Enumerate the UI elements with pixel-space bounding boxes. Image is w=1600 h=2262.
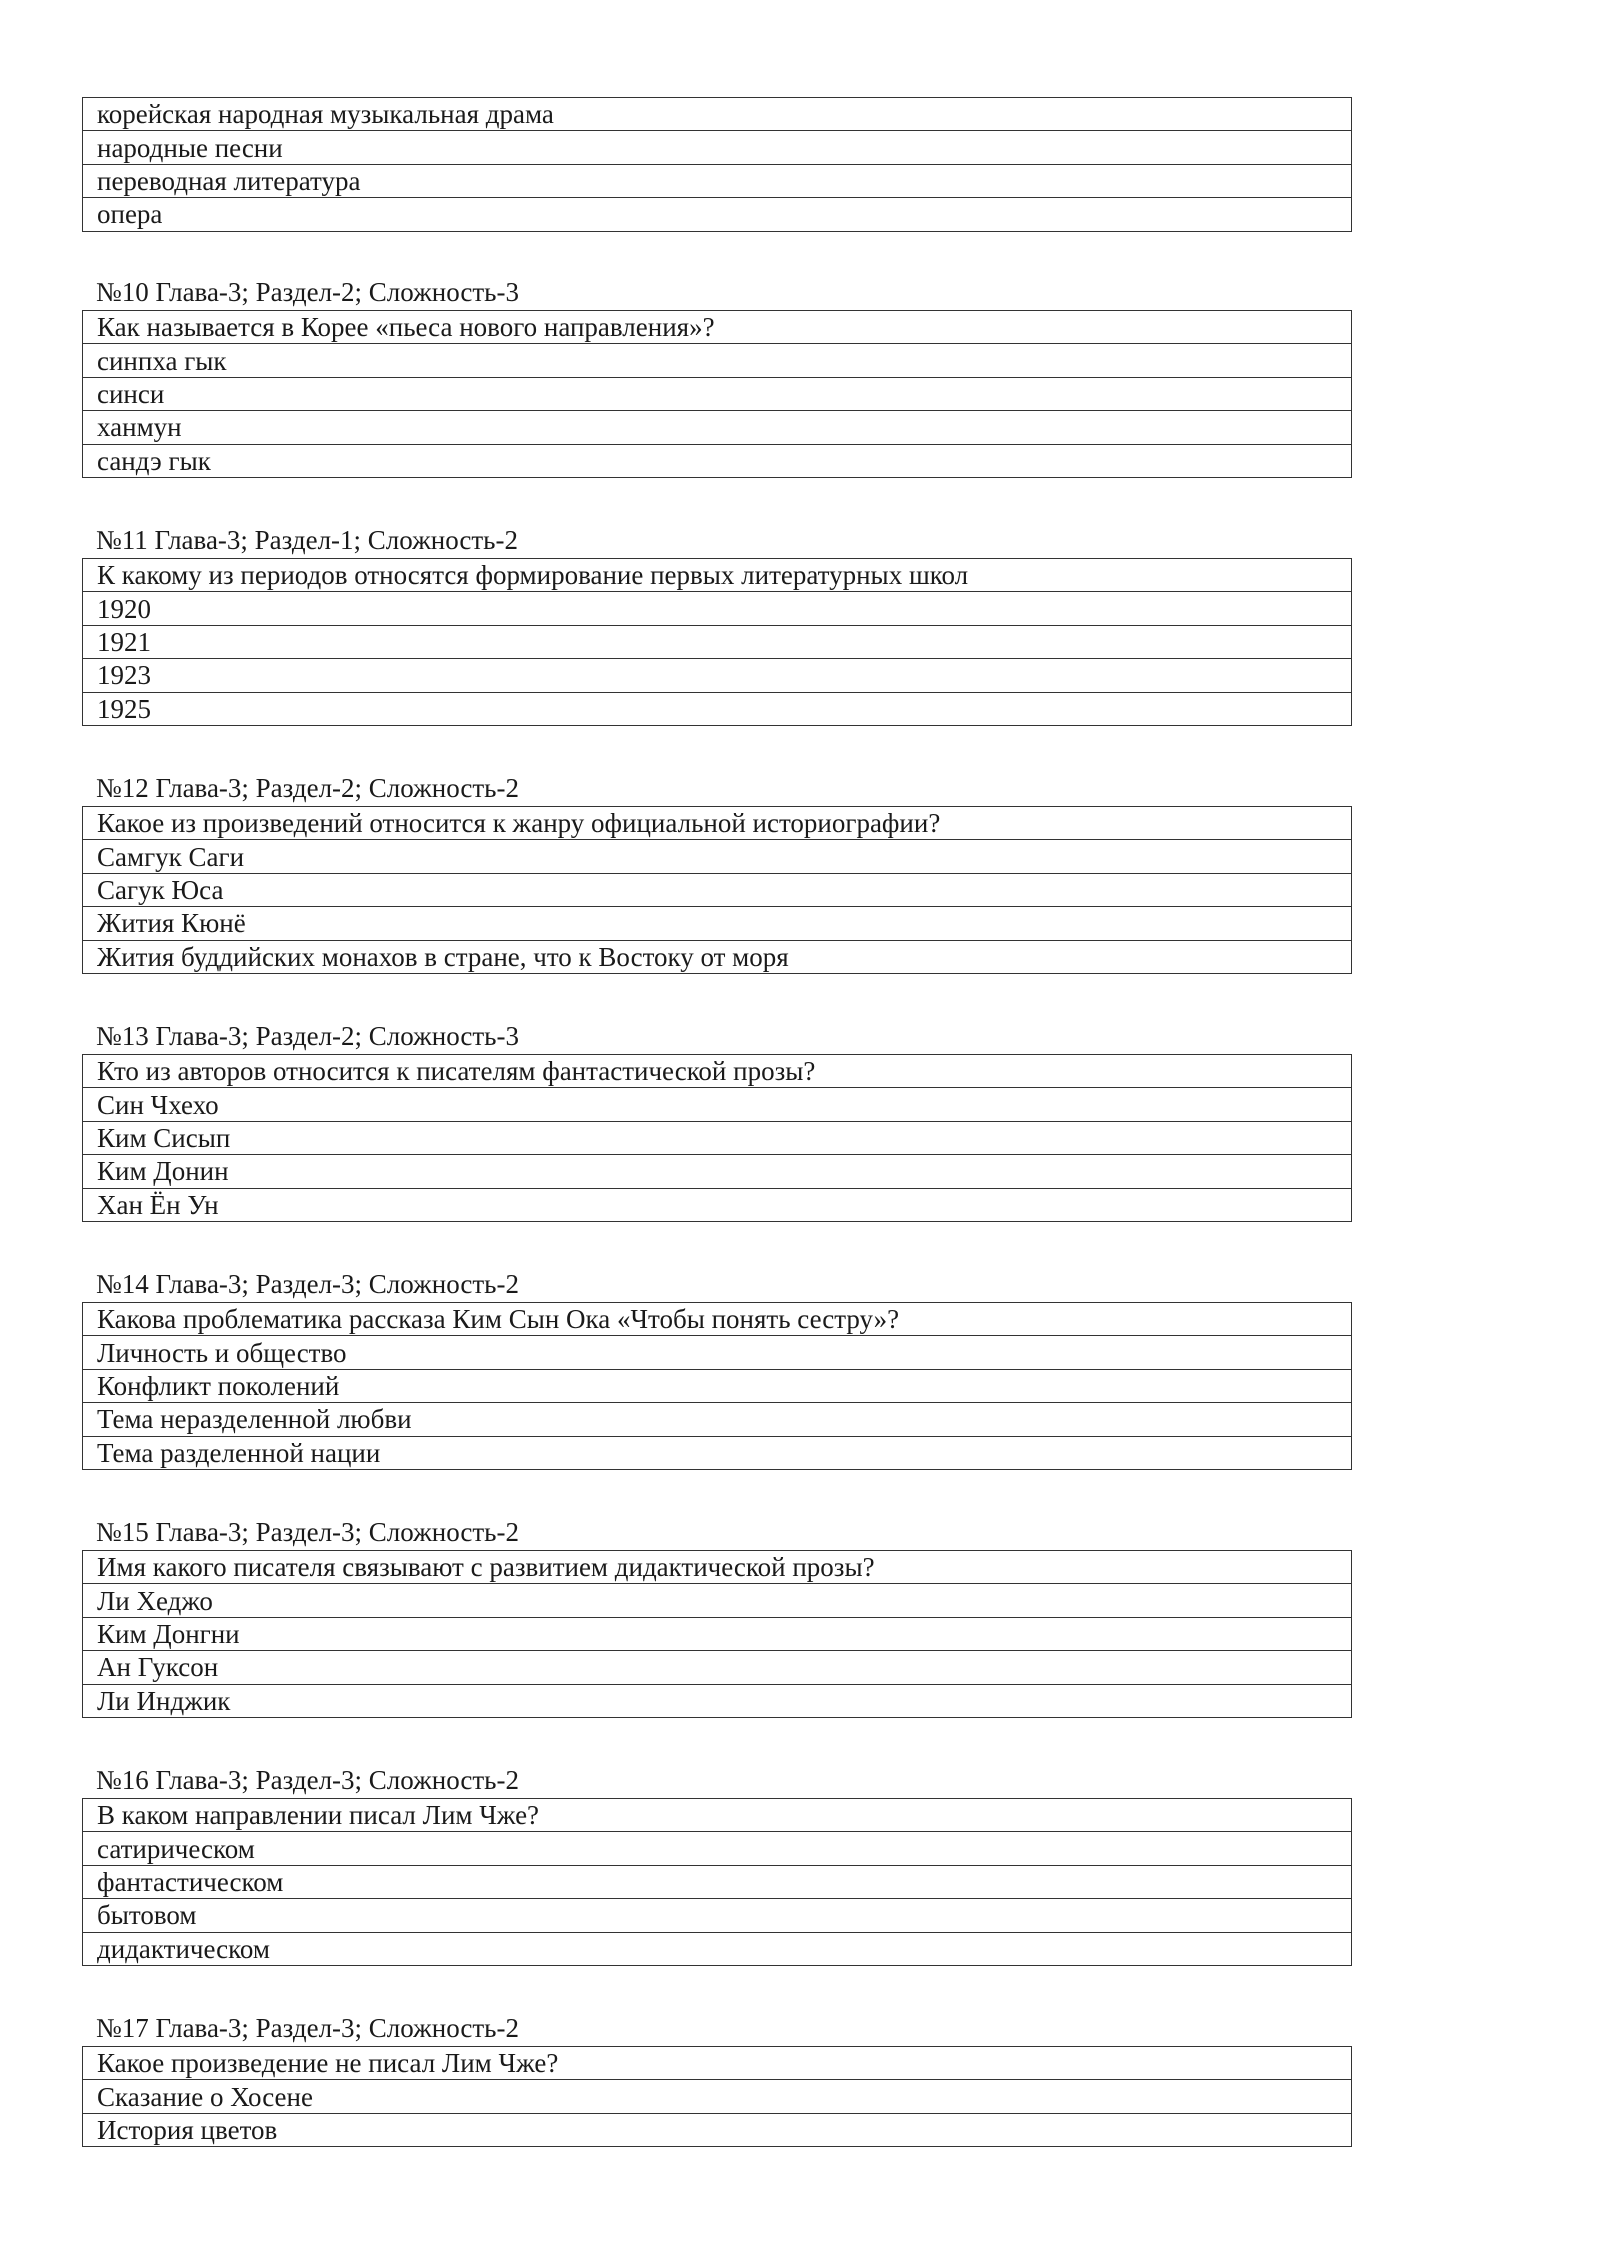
option-row bbox=[83, 444, 1352, 477]
question-text: Какое произведение не писал Лим Чже? bbox=[83, 2047, 1352, 2080]
option-cell: бытовом bbox=[83, 1899, 1352, 1932]
question-table bbox=[82, 1798, 1352, 1966]
option-row bbox=[83, 164, 1352, 197]
question-heading: №12 Глава-3; Раздел-2; Сложность-2 bbox=[96, 773, 519, 803]
answer-table bbox=[82, 97, 1352, 232]
option-cell: Самгук Саги bbox=[83, 840, 1352, 873]
option-cell: История цветов bbox=[83, 2113, 1352, 2146]
option-cell: Син Чхехо bbox=[83, 1088, 1352, 1121]
option-row bbox=[83, 1651, 1352, 1684]
option-row bbox=[83, 907, 1352, 940]
option-row bbox=[83, 198, 1352, 231]
question-block-12 bbox=[82, 771, 1352, 974]
option-row bbox=[83, 1865, 1352, 1898]
option-cell: синпха гык bbox=[83, 344, 1352, 377]
question-heading: №11 Глава-3; Раздел-1; Сложность-2 bbox=[96, 525, 518, 555]
option-row bbox=[83, 344, 1352, 377]
option-row bbox=[83, 1336, 1352, 1369]
question-text: Какова проблематика рассказа Ким Сын Ока «Чтобы понять сестру»? bbox=[83, 1303, 1352, 1336]
option-cell: синси bbox=[83, 377, 1352, 410]
option-row bbox=[83, 1088, 1352, 1121]
option-row bbox=[83, 940, 1352, 973]
option-row bbox=[83, 1188, 1352, 1221]
question-heading: №13 Глава-3; Раздел-2; Сложность-3 bbox=[96, 1021, 519, 1051]
option-cell: опера bbox=[83, 198, 1352, 231]
question-heading: №16 Глава-3; Раздел-3; Сложность-2 bbox=[96, 1765, 519, 1795]
option-row bbox=[83, 592, 1352, 625]
option-cell: народные песни bbox=[83, 131, 1352, 164]
question-row bbox=[83, 311, 1352, 344]
question-text: Как называется в Корее «пьеса нового направления»? bbox=[83, 311, 1352, 344]
question-block-11 bbox=[82, 523, 1352, 726]
question-heading: №10 Глава-3; Раздел-2; Сложность-3 bbox=[96, 277, 519, 307]
option-row bbox=[83, 377, 1352, 410]
option-cell: Сказание о Хосене bbox=[83, 2080, 1352, 2113]
option-row bbox=[83, 2113, 1352, 2146]
question-text: В каком направлении писал Лим Чже? bbox=[83, 1799, 1352, 1832]
option-cell: дидактическом bbox=[83, 1932, 1352, 1965]
option-row bbox=[83, 98, 1352, 131]
question-block-9-tail bbox=[82, 97, 1352, 232]
option-cell: 1921 bbox=[83, 625, 1352, 658]
option-cell: сандэ гык bbox=[83, 444, 1352, 477]
option-cell: Ким Донгни bbox=[83, 1617, 1352, 1650]
question-heading: №14 Глава-3; Раздел-3; Сложность-2 bbox=[96, 1269, 519, 1299]
question-block-16 bbox=[82, 1763, 1352, 1966]
question-row bbox=[83, 559, 1352, 592]
option-cell: Ким Донин bbox=[83, 1155, 1352, 1188]
option-row bbox=[83, 1932, 1352, 1965]
option-cell: фантастическом bbox=[83, 1865, 1352, 1898]
question-text: Какое из произведений относится к жанру официальной историографии? bbox=[83, 807, 1352, 840]
option-cell: 1923 bbox=[83, 659, 1352, 692]
question-table bbox=[82, 1302, 1352, 1470]
option-row bbox=[83, 692, 1352, 725]
option-cell: Тема неразделенной любви bbox=[83, 1403, 1352, 1436]
option-cell: сатирическом bbox=[83, 1832, 1352, 1865]
option-row bbox=[83, 131, 1352, 164]
question-table bbox=[82, 1550, 1352, 1718]
option-cell: Жития Кюнё bbox=[83, 907, 1352, 940]
question-text: Кто из авторов относится к писателям фантастической прозы? bbox=[83, 1055, 1352, 1088]
question-text: Имя какого писателя связывают с развитием дидактической прозы? bbox=[83, 1551, 1352, 1584]
option-row bbox=[83, 840, 1352, 873]
option-cell: Жития буддийских монахов в стране, что к Востоку от моря bbox=[83, 940, 1352, 973]
option-row bbox=[83, 659, 1352, 692]
option-row bbox=[83, 1121, 1352, 1154]
option-row bbox=[83, 2080, 1352, 2113]
question-row bbox=[83, 1551, 1352, 1584]
option-row bbox=[83, 1584, 1352, 1617]
option-cell: Конфликт поколений bbox=[83, 1369, 1352, 1402]
question-block-13 bbox=[82, 1019, 1352, 1222]
option-cell: корейская народная музыкальная драма bbox=[83, 98, 1352, 131]
question-table bbox=[82, 310, 1352, 478]
option-cell: Тема разделенной нации bbox=[83, 1436, 1352, 1469]
question-block-15 bbox=[82, 1515, 1352, 1718]
question-table bbox=[82, 558, 1352, 726]
option-cell: Ким Сисып bbox=[83, 1121, 1352, 1154]
option-row bbox=[83, 1832, 1352, 1865]
option-row bbox=[83, 1369, 1352, 1402]
option-row bbox=[83, 1403, 1352, 1436]
question-row bbox=[83, 1303, 1352, 1336]
option-row bbox=[83, 1155, 1352, 1188]
option-row bbox=[83, 1436, 1352, 1469]
option-row bbox=[83, 625, 1352, 658]
option-row bbox=[83, 873, 1352, 906]
question-row bbox=[83, 2047, 1352, 2080]
option-cell: Ан Гуксон bbox=[83, 1651, 1352, 1684]
question-heading: №17 Глава-3; Раздел-3; Сложность-2 bbox=[96, 2013, 519, 2043]
option-row bbox=[83, 1899, 1352, 1932]
question-table bbox=[82, 1054, 1352, 1222]
question-block-17 bbox=[82, 2011, 1352, 2147]
option-cell: Ли Хеджо bbox=[83, 1584, 1352, 1617]
question-table bbox=[82, 2046, 1352, 2147]
option-cell: Личность и общество bbox=[83, 1336, 1352, 1369]
option-cell: Сагук Юса bbox=[83, 873, 1352, 906]
option-row bbox=[83, 1617, 1352, 1650]
question-row bbox=[83, 1799, 1352, 1832]
option-row bbox=[83, 411, 1352, 444]
question-row bbox=[83, 807, 1352, 840]
option-cell: 1920 bbox=[83, 592, 1352, 625]
question-block-10 bbox=[82, 275, 1352, 478]
option-cell: Ли Инджик bbox=[83, 1684, 1352, 1717]
question-text: К какому из периодов относятся формирование первых литературных школ bbox=[83, 559, 1352, 592]
option-row bbox=[83, 1684, 1352, 1717]
question-row bbox=[83, 1055, 1352, 1088]
option-cell: Хан Ён Ун bbox=[83, 1188, 1352, 1221]
question-heading: №15 Глава-3; Раздел-3; Сложность-2 bbox=[96, 1517, 519, 1547]
option-cell: ханмун bbox=[83, 411, 1352, 444]
question-block-14 bbox=[82, 1267, 1352, 1470]
option-cell: 1925 bbox=[83, 692, 1352, 725]
question-table bbox=[82, 806, 1352, 974]
option-cell: переводная литература bbox=[83, 164, 1352, 197]
